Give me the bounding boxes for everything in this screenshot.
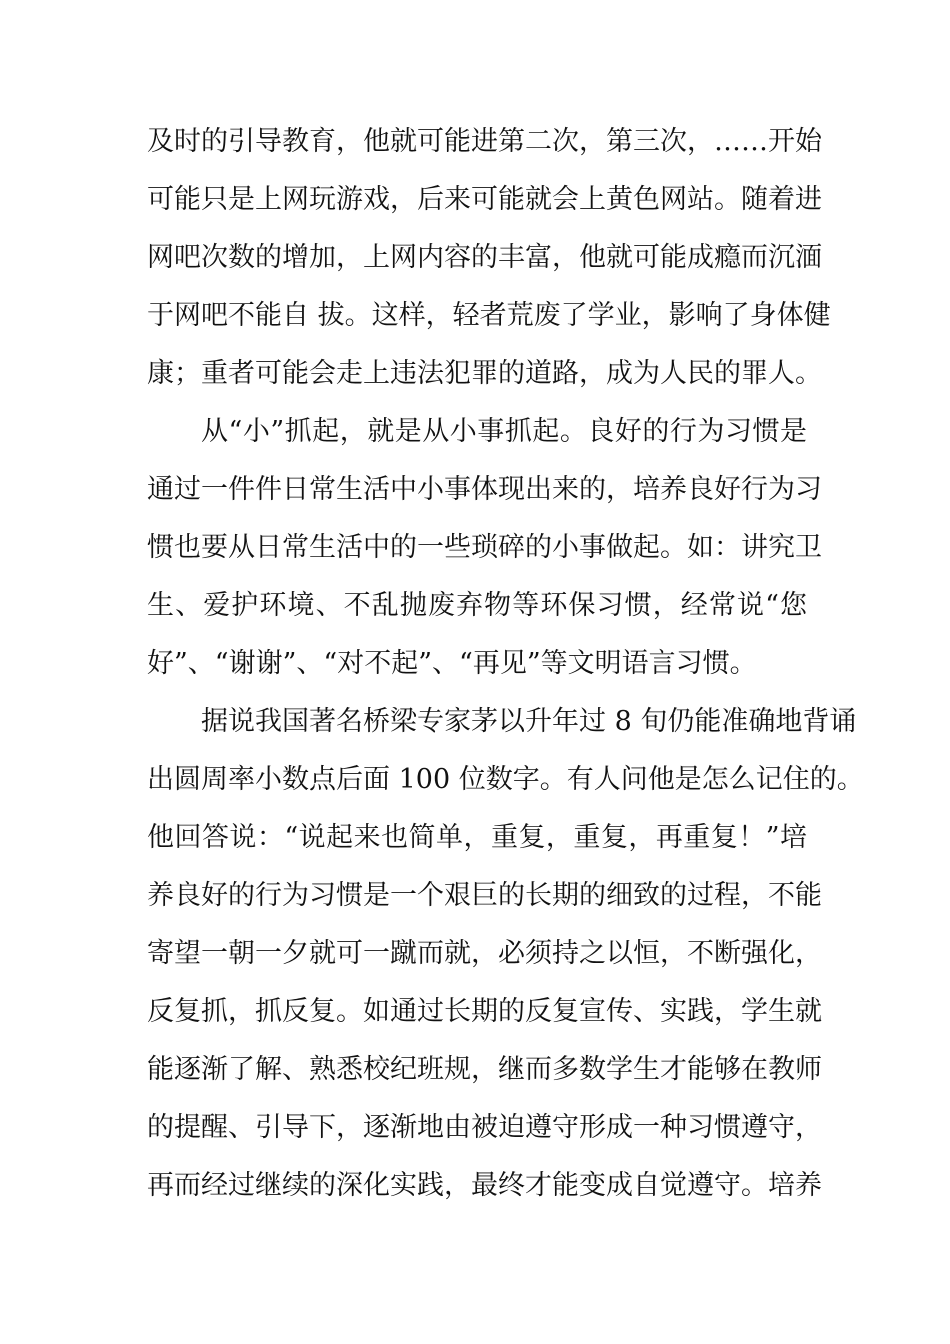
text-line: 从“小”抓起，就是从小事抓起。良好的行为习惯是 <box>201 416 807 447</box>
text-line: 生、爱护环境、不乱抛废弃物等环保习惯，经常说“您 <box>147 590 807 621</box>
text-line: 于网吧不能自 拔。这样，轻者荒废了学业，影响了身体健 <box>147 300 831 331</box>
text-line: 再而经过继续的深化实践，最终才能变成自觉遵守。培养 <box>147 1170 822 1201</box>
text-line: 可能只是上网玩游戏，后来可能就会上黄色网站。随着进 <box>147 184 822 215</box>
text-line: 寄望一朝一夕就可一蹴而就，必须持之以恒，不断强化， <box>147 938 822 969</box>
text-line: 惯也要从日常生活中的一些琐碎的小事做起。如：讲究卫 <box>147 532 822 563</box>
text-line: 网吧次数的增加，上网内容的丰富，他就可能成瘾而沉湎 <box>147 242 822 273</box>
text-line: 养良好的行为习惯是一个艰巨的长期的细致的过程，不能 <box>147 880 822 911</box>
text-line: 他回答说：“说起来也简单，重复，重复，再重复！”培 <box>147 822 807 853</box>
text-line: 通过一件件日常生活中小事体现出来的，培养良好行为习 <box>147 474 822 505</box>
text-line: 能逐渐了解、熟悉校纪班规，继而多数学生才能够在教师 <box>147 1054 822 1085</box>
text-line: 及时的引导教育，他就可能进第二次，第三次，……开始 <box>147 126 822 157</box>
text-line: 的提醒、引导下，逐渐地由被迫遵守形成一种习惯遵守， <box>147 1112 822 1143</box>
text-line: 出圆周率小数点后面 100 位数字。有人问他是怎么记住的。 <box>147 764 864 795</box>
text-line: 反复抓，抓反复。如通过长期的反复宣传、实践，学生就 <box>147 996 822 1027</box>
text-line: 好”、“谢谢”、“对不起”、“再见”等文明语言习惯。 <box>147 648 757 679</box>
body-text <box>147 113 864 1215</box>
text-line: 康；重者可能会走上违法犯罪的道路，成为人民的罪人。 <box>147 358 822 389</box>
text-line: 据说我国著名桥梁专家茅以升年过 8 旬仍能准确地背诵 <box>201 706 857 737</box>
